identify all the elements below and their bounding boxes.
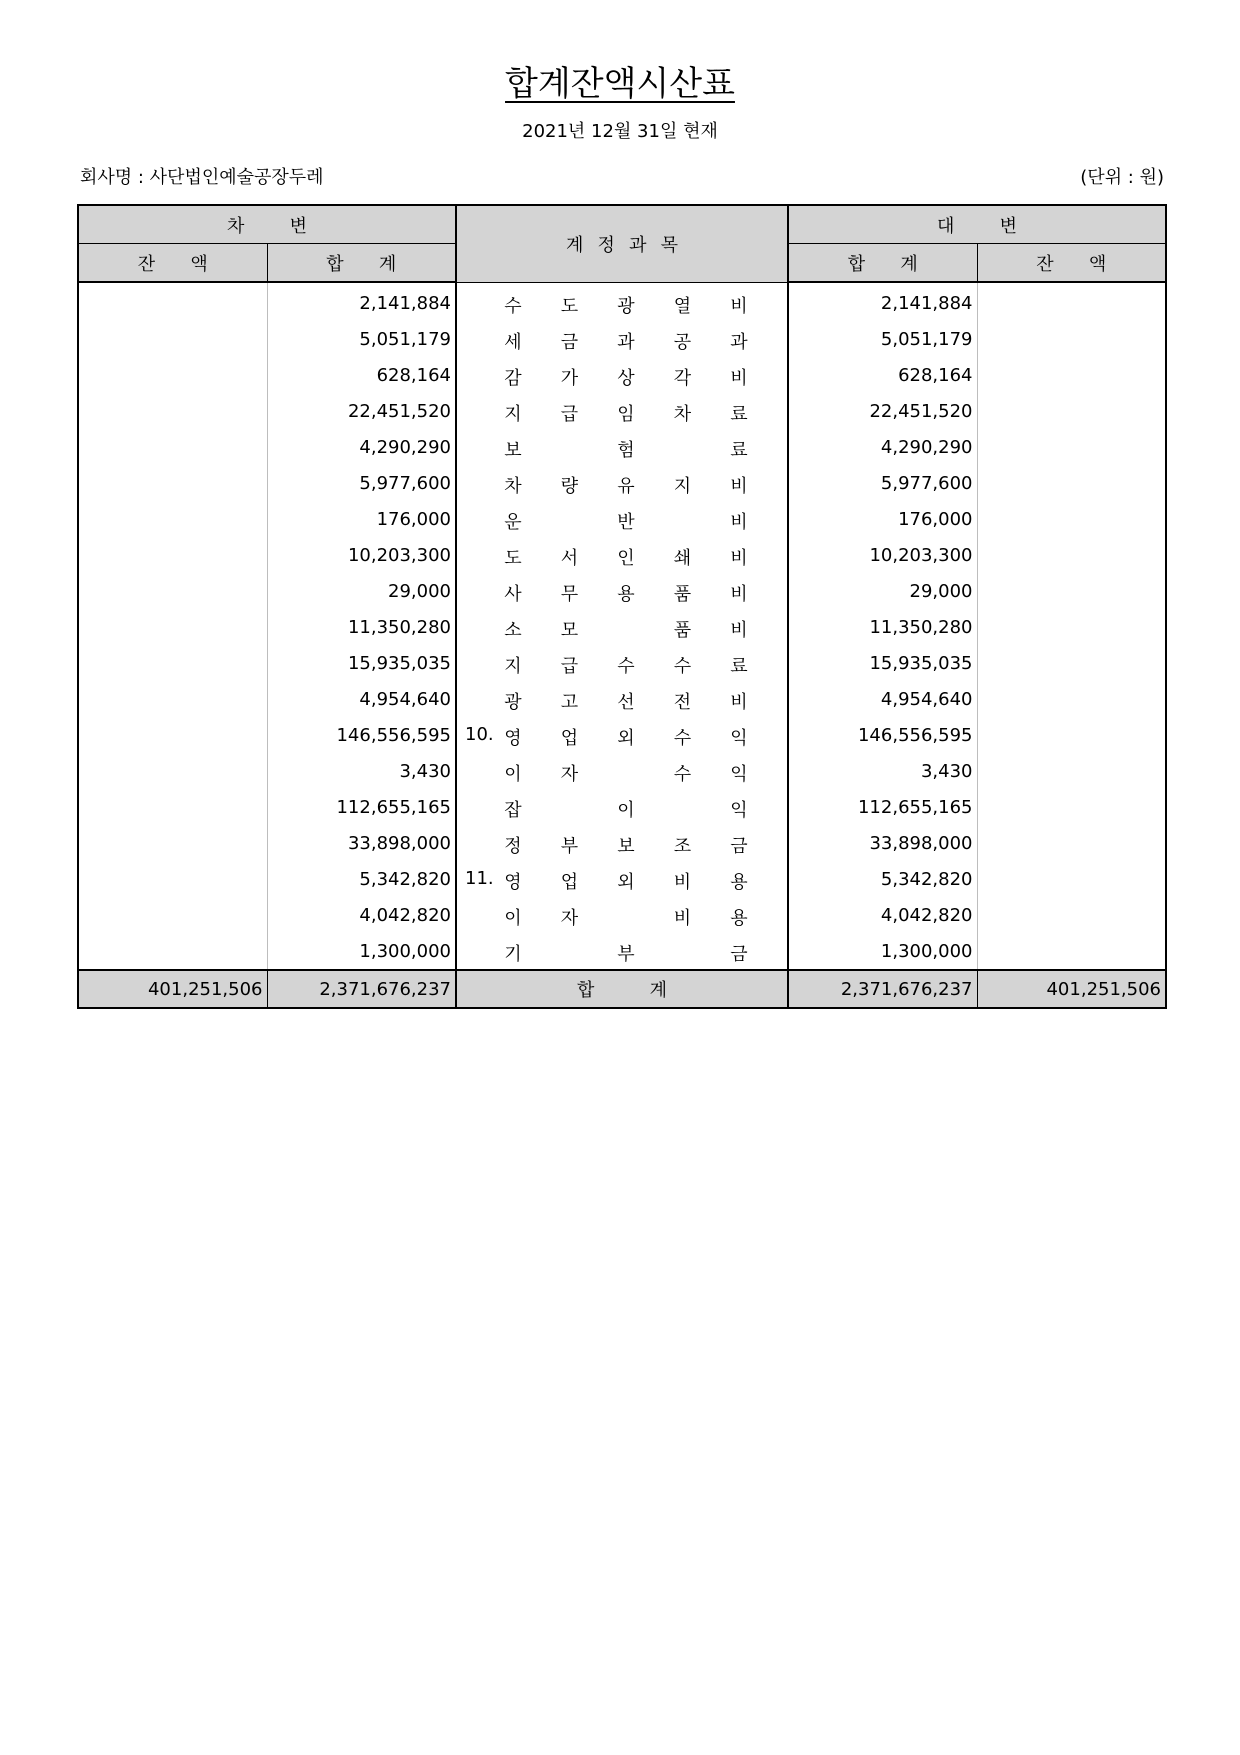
- account-cell: [456, 825, 788, 861]
- table-body: [78, 282, 1166, 970]
- debit-balance-cell: [78, 717, 267, 753]
- credit-balance-cell: [977, 465, 1166, 501]
- account-cell: [456, 465, 788, 501]
- account-number: 10.: [465, 724, 494, 745]
- debit-total-cell: 29,000: [267, 573, 456, 609]
- total-debit-total: 2,371,676,237: [267, 970, 456, 1008]
- account-name: 보 험 료: [504, 440, 748, 461]
- table-row: [78, 282, 1166, 321]
- credit-header: 대 변: [788, 205, 1166, 244]
- debit-total-cell: 10,203,300: [267, 537, 456, 573]
- debit-total-cell: 5,977,600: [267, 465, 456, 501]
- credit-total-cell: 33,898,000: [788, 825, 977, 861]
- table-row: [78, 789, 1166, 825]
- debit-total-cell: 1,300,000: [267, 933, 456, 970]
- credit-total-cell: 4,954,640: [788, 681, 977, 717]
- debit-balance-cell: [78, 501, 267, 537]
- credit-balance-cell: [977, 825, 1166, 861]
- credit-balance-cell: [977, 393, 1166, 429]
- account-cell: [456, 717, 788, 753]
- credit-total-cell: 5,051,179: [788, 321, 977, 357]
- account-name: 잡 이 익: [504, 800, 748, 821]
- debit-total-cell: 3,430: [267, 753, 456, 789]
- debit-balance-cell: [78, 321, 267, 357]
- credit-total-cell: 3,430: [788, 753, 977, 789]
- credit-total-cell: 15,935,035: [788, 645, 977, 681]
- table-row: [78, 717, 1166, 753]
- account-name: 정 부 보 조 금: [504, 836, 748, 857]
- account-cell: [456, 393, 788, 429]
- table-row: [78, 357, 1166, 393]
- report-date: 2021년 12월 31일 현재: [522, 121, 718, 142]
- debit-total-cell: 4,042,820: [267, 897, 456, 933]
- account-cell: [456, 753, 788, 789]
- debit-total-cell: 4,954,640: [267, 681, 456, 717]
- table-row: [78, 537, 1166, 573]
- account-cell: [456, 861, 788, 897]
- account-cell: [456, 789, 788, 825]
- credit-total-cell: 5,342,820: [788, 861, 977, 897]
- account-name: 광 고 선 전 비: [504, 692, 748, 713]
- credit-balance-cell: [977, 282, 1166, 321]
- debit-total-cell: 11,350,280: [267, 609, 456, 645]
- account-cell: [456, 537, 788, 573]
- debit-total-cell: 146,556,595: [267, 717, 456, 753]
- table-row: [78, 429, 1166, 465]
- debit-balance-cell: [78, 609, 267, 645]
- debit-total-cell: 176,000: [267, 501, 456, 537]
- account-name: 수 도 광 열 비: [504, 295, 748, 317]
- credit-balance-cell: [977, 537, 1166, 573]
- table-row: [78, 321, 1166, 357]
- credit-total-header: 합 계: [788, 244, 977, 283]
- account-cell: [456, 573, 788, 609]
- credit-balance-cell: [977, 645, 1166, 681]
- debit-balance-cell: [78, 645, 267, 681]
- totals-label: 합 계: [456, 970, 788, 1008]
- account-cell: [456, 933, 788, 970]
- debit-balance-cell: [78, 753, 267, 789]
- account-name: 영 업 외 수 익: [504, 728, 748, 749]
- debit-balance-header: 잔 액: [78, 244, 267, 283]
- table-row: [78, 681, 1166, 717]
- account-name: 지 급 임 차 료: [504, 404, 748, 425]
- table-row: [78, 573, 1166, 609]
- document-title: 합계잔액시산표: [505, 64, 735, 104]
- table-row: [78, 501, 1166, 537]
- debit-balance-cell: [78, 825, 267, 861]
- debit-total-cell: 5,051,179: [267, 321, 456, 357]
- credit-balance-header: 잔 액: [977, 244, 1166, 283]
- credit-total-cell: 4,290,290: [788, 429, 977, 465]
- debit-header: 차 변: [78, 205, 456, 244]
- debit-total-cell: 628,164: [267, 357, 456, 393]
- credit-balance-cell: [977, 573, 1166, 609]
- table-row: [78, 753, 1166, 789]
- credit-total-cell: 29,000: [788, 573, 977, 609]
- total-credit-total: 2,371,676,237: [788, 970, 977, 1008]
- debit-balance-cell: [78, 789, 267, 825]
- debit-balance-cell: [78, 429, 267, 465]
- table-row: [78, 609, 1166, 645]
- credit-total-cell: 10,203,300: [788, 537, 977, 573]
- account-cell: [456, 321, 788, 357]
- debit-balance-cell: [78, 573, 267, 609]
- account-name: 소 모 품 비: [504, 620, 748, 641]
- account-name: 기 부 금: [504, 944, 748, 965]
- table-row: [78, 645, 1166, 681]
- account-cell: [456, 501, 788, 537]
- account-name: 사 무 용 품 비: [504, 584, 748, 605]
- debit-total-cell: 4,290,290: [267, 429, 456, 465]
- table-row: [78, 393, 1166, 429]
- account-cell: [456, 357, 788, 393]
- credit-total-cell: 11,350,280: [788, 609, 977, 645]
- debit-balance-cell: [78, 933, 267, 970]
- account-cell: [456, 429, 788, 465]
- debit-balance-cell: [78, 393, 267, 429]
- credit-total-cell: 2,141,884: [788, 282, 977, 321]
- credit-total-cell: 22,451,520: [788, 393, 977, 429]
- table-row: [78, 825, 1166, 861]
- credit-balance-cell: [977, 357, 1166, 393]
- credit-balance-cell: [977, 429, 1166, 465]
- debit-total-header: 합 계: [267, 244, 456, 283]
- account-name: 운 반 비: [504, 512, 748, 533]
- credit-balance-cell: [977, 789, 1166, 825]
- debit-balance-cell: [78, 681, 267, 717]
- credit-balance-cell: [977, 861, 1166, 897]
- credit-balance-cell: [977, 681, 1166, 717]
- account-name: 차 량 유 지 비: [504, 476, 748, 497]
- credit-total-cell: 5,977,600: [788, 465, 977, 501]
- credit-balance-cell: [977, 321, 1166, 357]
- debit-total-cell: 33,898,000: [267, 825, 456, 861]
- credit-total-cell: 176,000: [788, 501, 977, 537]
- debit-total-cell: 15,935,035: [267, 645, 456, 681]
- debit-balance-cell: [78, 465, 267, 501]
- debit-total-cell: 5,342,820: [267, 861, 456, 897]
- debit-balance-cell: [78, 897, 267, 933]
- debit-total-cell: 22,451,520: [267, 393, 456, 429]
- credit-total-cell: 1,300,000: [788, 933, 977, 970]
- credit-balance-cell: [977, 717, 1166, 753]
- account-cell: [456, 897, 788, 933]
- table-row: [78, 897, 1166, 933]
- account-name: 세 금 과 공 과: [504, 332, 748, 353]
- account-name: 감 가 상 각 비: [504, 368, 748, 389]
- total-debit-balance: 401,251,506: [78, 970, 267, 1008]
- credit-balance-cell: [977, 897, 1166, 933]
- account-cell: [456, 609, 788, 645]
- credit-total-cell: 146,556,595: [788, 717, 977, 753]
- debit-balance-cell: [78, 537, 267, 573]
- credit-total-cell: 628,164: [788, 357, 977, 393]
- debit-balance-cell: [78, 861, 267, 897]
- total-credit-balance: 401,251,506: [977, 970, 1166, 1008]
- account-cell: [456, 645, 788, 681]
- credit-balance-cell: [977, 933, 1166, 970]
- company-name: 회사명 : 사단법인예술공장두레: [80, 167, 324, 188]
- account-cell: [456, 681, 788, 717]
- debit-total-cell: 112,655,165: [267, 789, 456, 825]
- account-cell: [456, 282, 788, 321]
- account-name: 지 급 수 수 료: [504, 656, 748, 677]
- account-number: 11.: [465, 868, 494, 889]
- totals-row: [78, 970, 1166, 1008]
- credit-balance-cell: [977, 609, 1166, 645]
- debit-total-cell: 2,141,884: [267, 282, 456, 321]
- table-row: [78, 465, 1166, 501]
- account-name: 이 자 비 용: [504, 908, 748, 929]
- account-header: 계 정 과 목: [456, 205, 788, 282]
- account-name: 도 서 인 쇄 비: [504, 548, 748, 569]
- table-row: [78, 933, 1166, 970]
- account-name: 영 업 외 비 용: [504, 872, 748, 893]
- debit-balance-cell: [78, 357, 267, 393]
- trial-balance-table: [77, 204, 1167, 1009]
- currency-unit: (단위 : 원): [1080, 167, 1164, 188]
- credit-total-cell: 4,042,820: [788, 897, 977, 933]
- credit-balance-cell: [977, 501, 1166, 537]
- account-name: 이 자 수 익: [504, 764, 748, 785]
- credit-balance-cell: [977, 753, 1166, 789]
- debit-balance-cell: [78, 282, 267, 321]
- table-row: [78, 861, 1166, 897]
- credit-total-cell: 112,655,165: [788, 789, 977, 825]
